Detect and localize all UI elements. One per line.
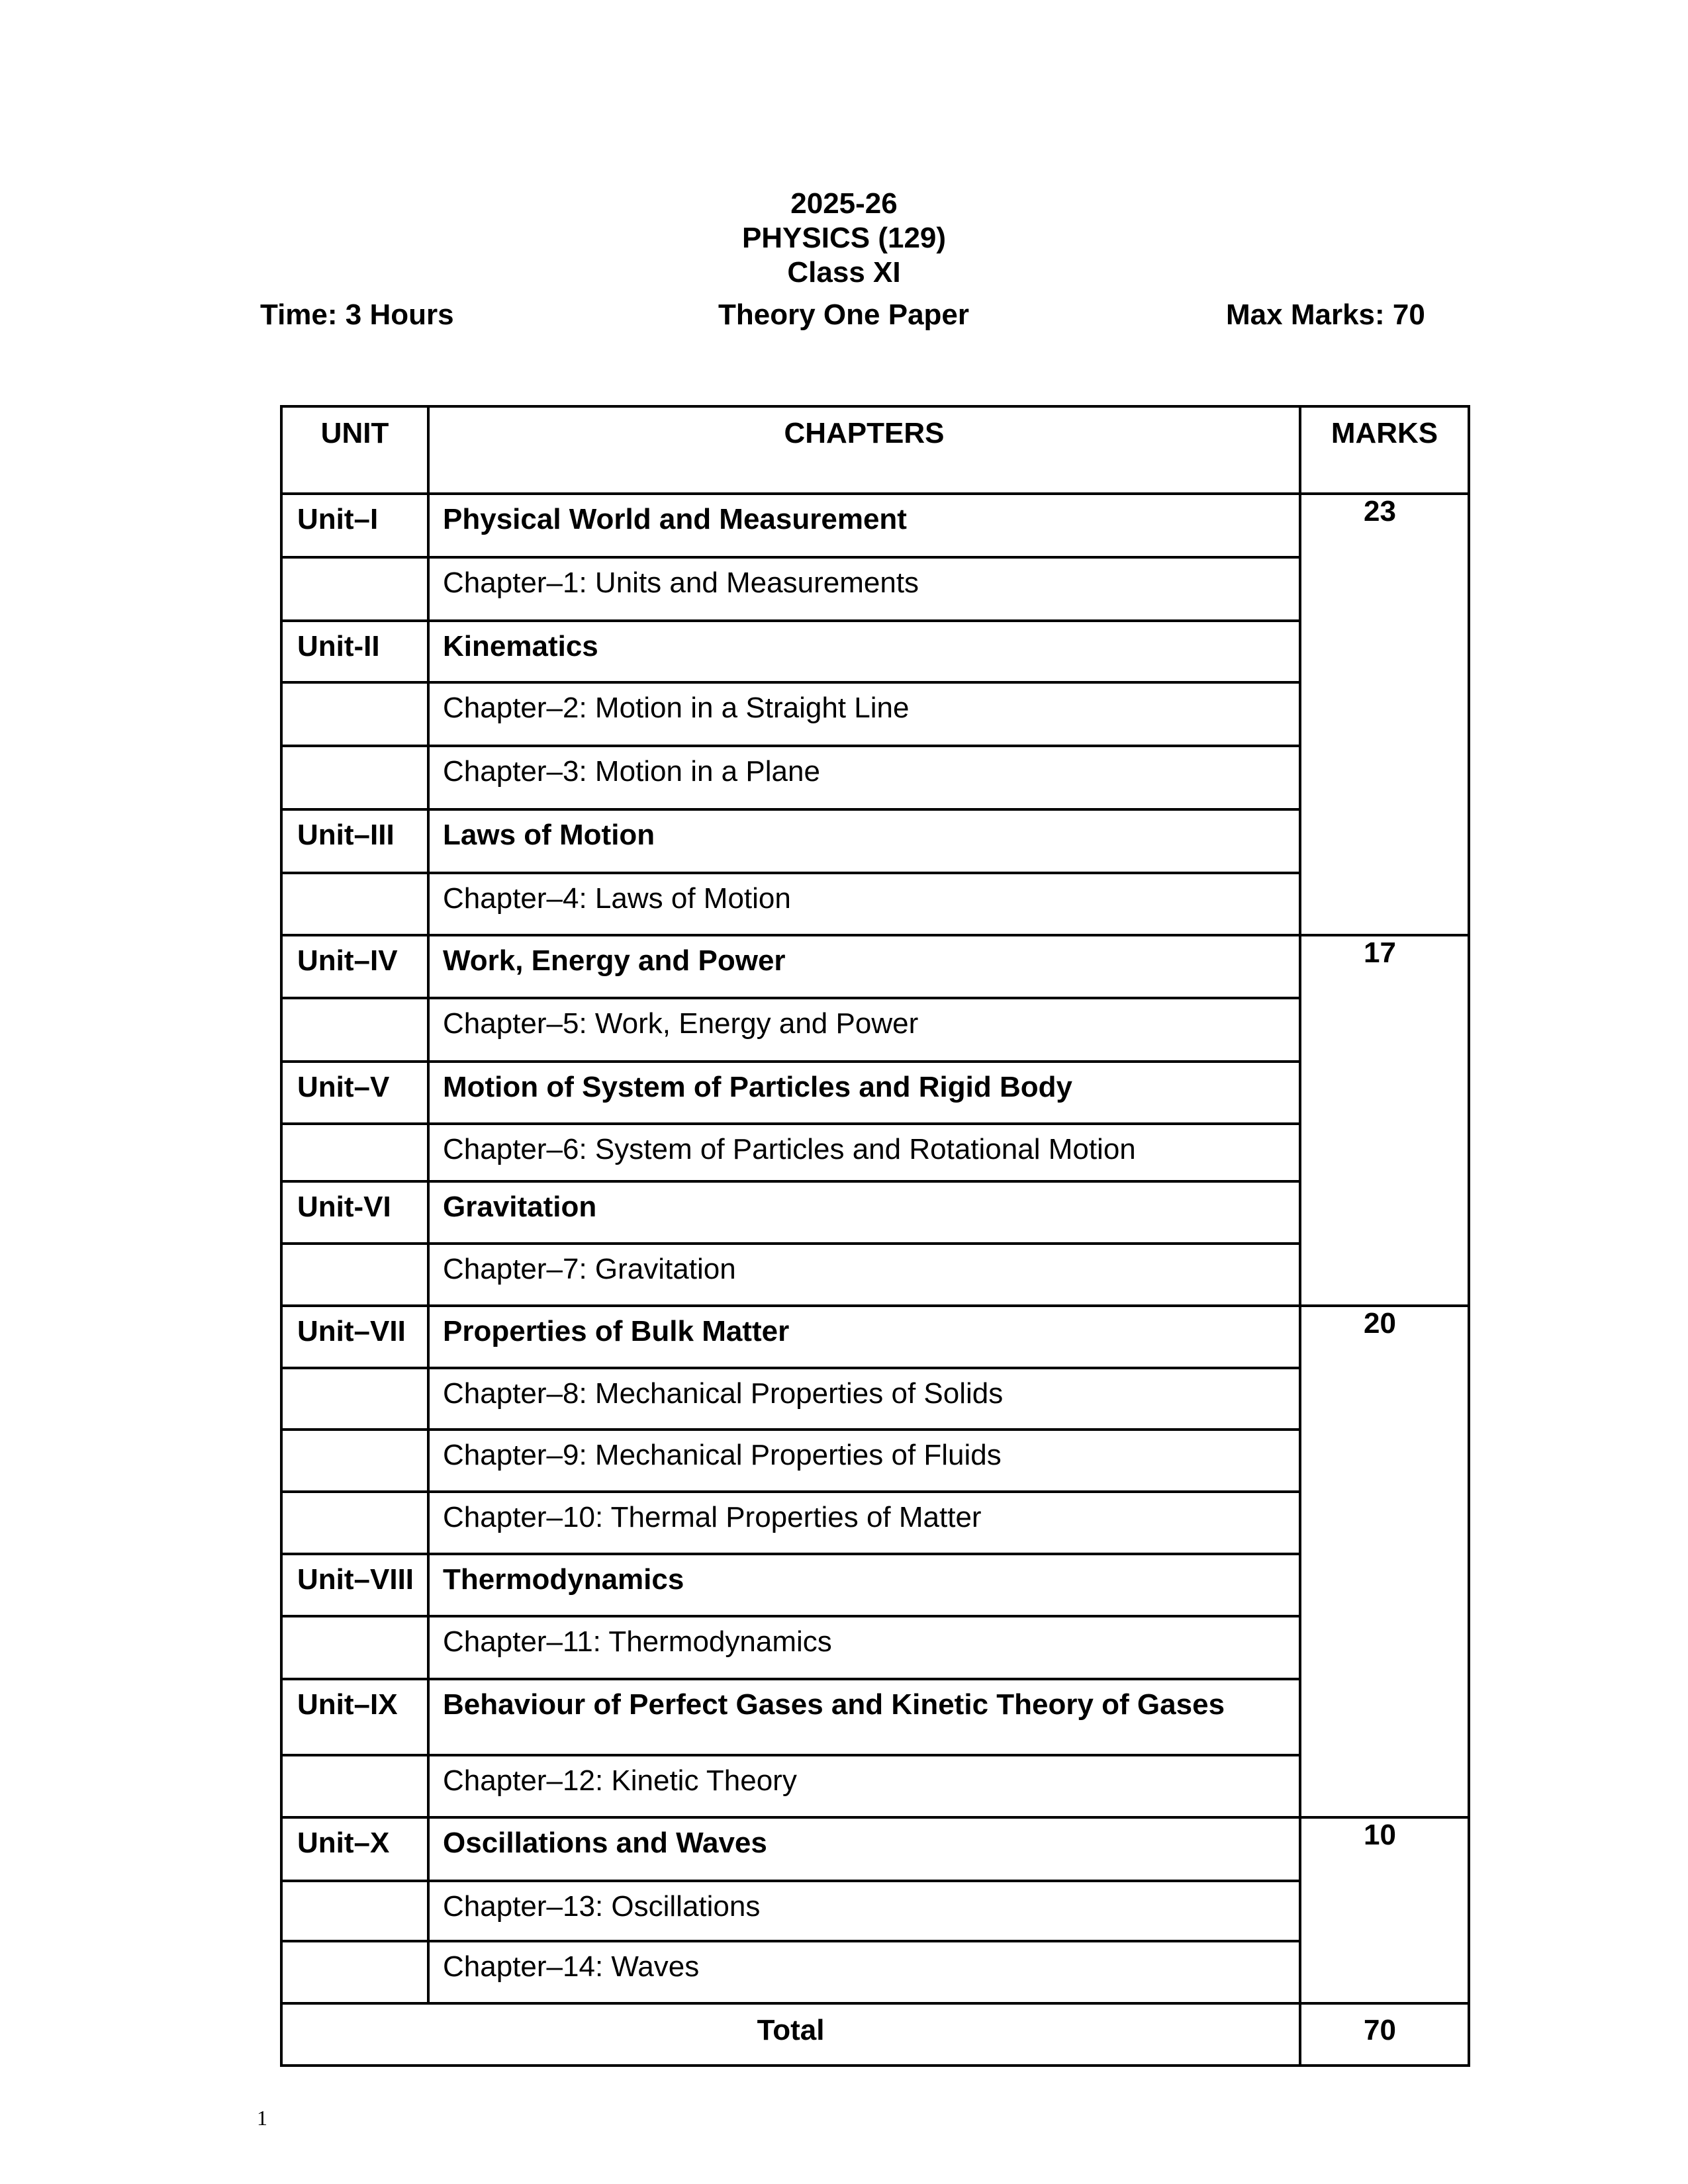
unit-cell: [281, 557, 428, 621]
unit-row: [281, 1306, 1469, 1368]
table-header-row: [281, 406, 1469, 494]
unit-cell: Unit–I: [281, 494, 428, 557]
unit-row: [281, 1554, 1469, 1616]
unit-title-cell: Laws of Motion: [428, 809, 1300, 873]
unit-row: [281, 621, 1469, 682]
chapter-cell: Chapter–3: Motion in a Plane: [428, 746, 1300, 809]
chapter-row: [281, 1616, 1469, 1679]
chapter-row: [281, 682, 1469, 746]
unit-title-cell: Thermodynamics: [428, 1554, 1300, 1616]
unit-cell: Unit–IV: [281, 935, 428, 998]
unit-title-cell: Kinematics: [428, 621, 1300, 682]
unit-title-cell: Properties of Bulk Matter: [428, 1306, 1300, 1368]
unit-row: [281, 1679, 1469, 1755]
unit-cell: [281, 1368, 428, 1430]
unit-cell: Unit–V: [281, 1062, 428, 1124]
chapter-row: [281, 557, 1469, 621]
unit-cell: Unit–VIII: [281, 1554, 428, 1616]
marks-cell: 23: [1300, 494, 1469, 935]
unit-cell: [281, 1124, 428, 1181]
subject-title: PHYSICS (129): [741, 222, 947, 254]
unit-title-cell: Motion of System of Particles and Rigid Body: [428, 1062, 1300, 1124]
chapter-row: [281, 1368, 1469, 1430]
unit-cell: [281, 746, 428, 809]
chapter-row: [281, 1941, 1469, 2003]
column-header-marks: MARKS: [1300, 406, 1469, 494]
chapter-row: [281, 873, 1469, 935]
unit-row: [281, 1817, 1469, 1881]
total-row: [281, 2003, 1469, 2066]
paper-label: Theory One Paper: [718, 298, 970, 331]
chapter-row: [281, 746, 1469, 809]
marks-cell: 10: [1300, 1817, 1469, 2003]
page-number: 1: [257, 2106, 267, 2130]
unit-title-cell: Work, Energy and Power: [428, 935, 1300, 998]
unit-cell: [281, 1755, 428, 1817]
unit-cell: [281, 682, 428, 746]
unit-cell: [281, 1492, 428, 1554]
class-label: Class XI: [787, 256, 901, 289]
chapter-cell: Chapter–6: System of Particles and Rotational Motion: [428, 1124, 1300, 1181]
chapter-cell: Chapter–13: Oscillations: [428, 1881, 1300, 1941]
unit-cell: [281, 1616, 428, 1679]
unit-cell: [281, 1941, 428, 2003]
chapter-cell: Chapter–11: Thermodynamics: [428, 1616, 1300, 1679]
unit-cell: [281, 873, 428, 935]
chapter-cell: Chapter–8: Mechanical Properties of Solids: [428, 1368, 1300, 1430]
chapter-cell: Chapter–1: Units and Measurements: [428, 557, 1300, 621]
unit-cell: [281, 1430, 428, 1492]
unit-row: [281, 1181, 1469, 1244]
max-marks-label: Max Marks: 70: [1226, 298, 1425, 331]
column-header-unit: UNIT: [281, 406, 428, 494]
chapter-cell: Chapter–5: Work, Energy and Power: [428, 998, 1300, 1062]
syllabus-table: [280, 405, 1470, 2067]
unit-title-cell: Gravitation: [428, 1181, 1300, 1244]
unit-title-cell: Behaviour of Perfect Gases and Kinetic Theory of Gases: [428, 1679, 1300, 1755]
chapter-row: [281, 1244, 1469, 1306]
unit-cell: Unit-VI: [281, 1181, 428, 1244]
unit-cell: [281, 1881, 428, 1941]
session-year: 2025-26: [790, 187, 898, 220]
chapter-cell: Chapter–4: Laws of Motion: [428, 873, 1300, 935]
unit-row: [281, 1062, 1469, 1124]
time-label: Time: 3 Hours: [260, 298, 454, 331]
column-header-chapters: CHAPTERS: [428, 406, 1300, 494]
unit-row: [281, 935, 1469, 998]
chapter-cell: Chapter–10: Thermal Properties of Matter: [428, 1492, 1300, 1554]
unit-cell: [281, 998, 428, 1062]
total-value: 70: [1300, 2003, 1469, 2066]
unit-row: [281, 494, 1469, 557]
chapter-row: [281, 1430, 1469, 1492]
unit-cell: Unit–III: [281, 809, 428, 873]
chapter-cell: Chapter–7: Gravitation: [428, 1244, 1300, 1306]
chapter-cell: Chapter–2: Motion in a Straight Line: [428, 682, 1300, 746]
total-label: Total: [281, 2003, 1300, 2066]
syllabus-body: [281, 494, 1469, 2003]
chapter-row: [281, 1492, 1469, 1554]
unit-row: [281, 809, 1469, 873]
marks-cell: 17: [1300, 935, 1469, 1306]
chapter-row: [281, 998, 1469, 1062]
chapter-row: [281, 1881, 1469, 1941]
unit-cell: Unit–VII: [281, 1306, 428, 1368]
chapter-cell: Chapter–14: Waves: [428, 1941, 1300, 2003]
chapter-row: [281, 1124, 1469, 1181]
unit-title-cell: Physical World and Measurement: [428, 494, 1300, 557]
unit-cell: Unit–IX: [281, 1679, 428, 1755]
unit-cell: Unit-II: [281, 621, 428, 682]
unit-cell: Unit–X: [281, 1817, 428, 1881]
chapter-cell: Chapter–9: Mechanical Properties of Fluids: [428, 1430, 1300, 1492]
chapter-cell: Chapter–12: Kinetic Theory: [428, 1755, 1300, 1817]
unit-cell: [281, 1244, 428, 1306]
marks-cell: 20: [1300, 1306, 1469, 1817]
unit-title-cell: Oscillations and Waves: [428, 1817, 1300, 1881]
chapter-row: [281, 1755, 1469, 1817]
